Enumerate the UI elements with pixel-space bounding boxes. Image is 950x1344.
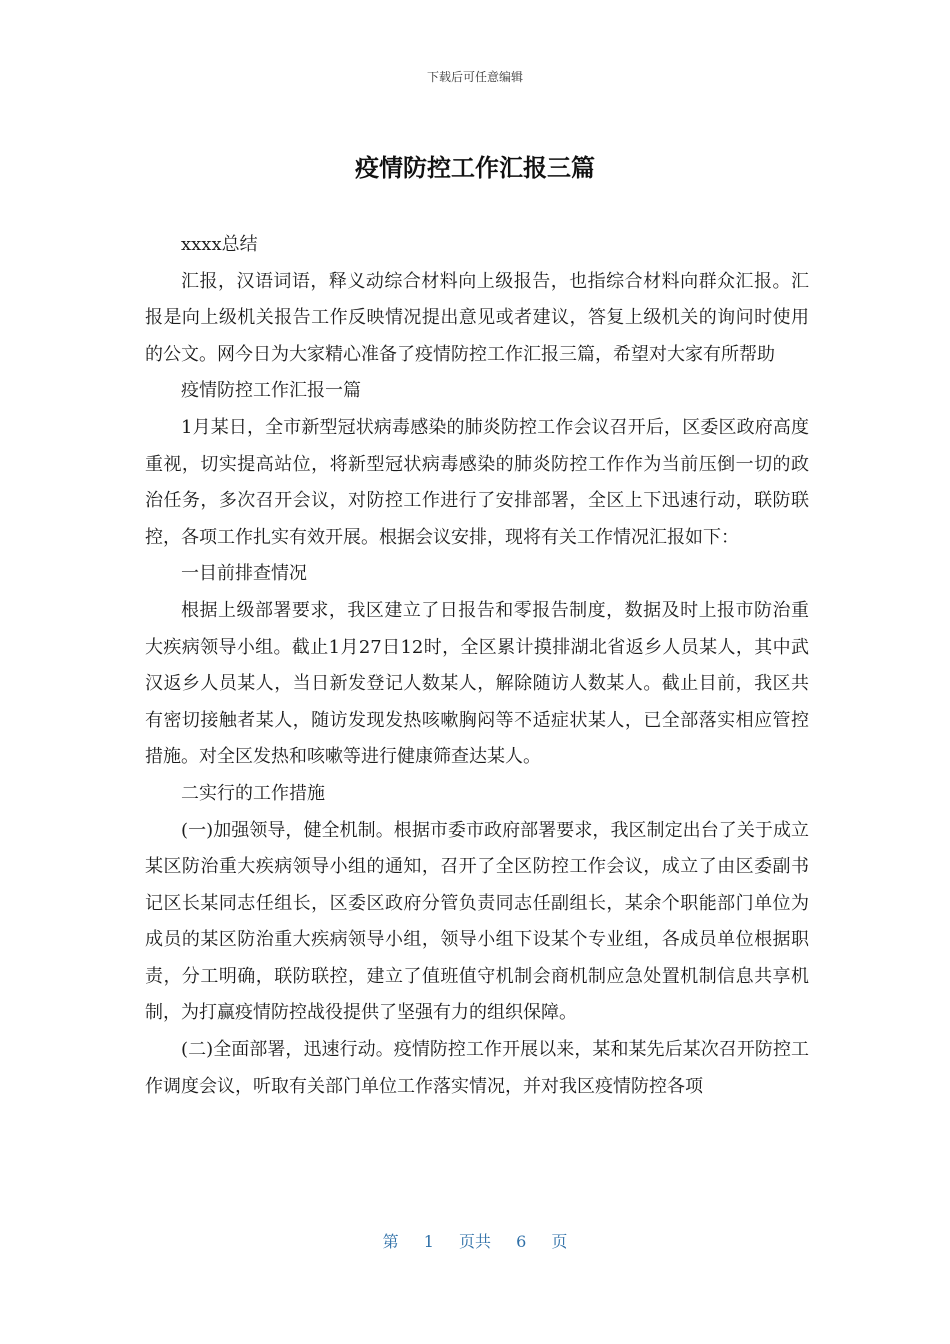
page-label-mid: 页共 bbox=[458, 1232, 491, 1251]
paragraph-measure-leadership: (一)加强领导，健全机制。根据市委市政府部署要求，我区制定出台了关于成立某区防治重大疾病领导小组的通知，召开了全区防控工作会议，成立了由区委副书记区长某同志任组长，区委区政府分管负责同志任副组长，某余个职能部门单位为成员的某区防治重大疾病领导小组，领导小组下设某个专业组，各成员单位根据职责，分工明确，联防联控，建立了值班值守机制会商机制应急处置机制信息共享机制，为打赢疫情防控战役提供了坚强有力的组织保障。 bbox=[145, 819, 809, 1024]
section-heading-part-one: 疫情防控工作汇报一篇 bbox=[181, 380, 361, 402]
current-page-number: 1 bbox=[423, 1232, 434, 1251]
subheading-measures: 二实行的工作措施 bbox=[181, 782, 325, 804]
subheading-screening: 一目前排查情况 bbox=[181, 563, 307, 585]
paragraph-category: xxxx总结 bbox=[181, 234, 258, 255]
page-label-pre: 第 bbox=[382, 1232, 399, 1251]
paragraph-overview: 1月某日，全市新型冠状病毒感染的肺炎防控工作会议召开后，区委区政府高度重视，切实提高站位，将新型冠状病毒感染的肺炎防控工作作为当前压倒一切的政治任务，多次召开会议，对防控工作进行了安排部署，全区上下迅速行动，联防联控，各项工作扎实有效开展。根据会议安排，现将有关工作情况汇报如下： bbox=[145, 416, 809, 548]
page-footer bbox=[0, 1229, 950, 1252]
document-title: 疫情防控工作汇报三篇 bbox=[355, 154, 595, 182]
paragraph-intro: 汇报，汉语词语，释义动综合材料向上级报告，也指综合材料向群众汇报。汇报是向上级机关报告工作反映情况提出意见或者建议，答复上级机关的询问时使用的公文。网今日为大家精心准备了疫情防控工作汇报三篇，希望对大家有所帮助 bbox=[145, 270, 809, 365]
paragraph-measure-deployment: (二)全面部署，迅速行动。疫情防控工作开展以来，某和某先后某次召开防控工作调度会议，听取有关部门单位工作落实情况，并对我区疫情防控各项 bbox=[145, 1039, 809, 1097]
document-body bbox=[145, 227, 809, 1105]
page-label-post: 页 bbox=[551, 1232, 568, 1251]
header-note: 下载后可任意编辑 bbox=[426, 70, 523, 84]
paragraph-screening: 根据上级部署要求，我区建立了日报告和零报告制度，数据及时上报市防治重大疾病领导小组。截止1月27日12时，全区累计摸排湖北省返乡人员某人，其中武汉返乡人员某人，当日新发登记人数某人，解除随访人数某人。截止目前，我区共有密切接触者某人，随访发现发热咳嗽胸闷等不适症状某人，已全部落实相应管控措施。对全区发热和咳嗽等进行健康筛查达某人。 bbox=[145, 599, 809, 768]
total-page-count: 6 bbox=[516, 1232, 527, 1251]
